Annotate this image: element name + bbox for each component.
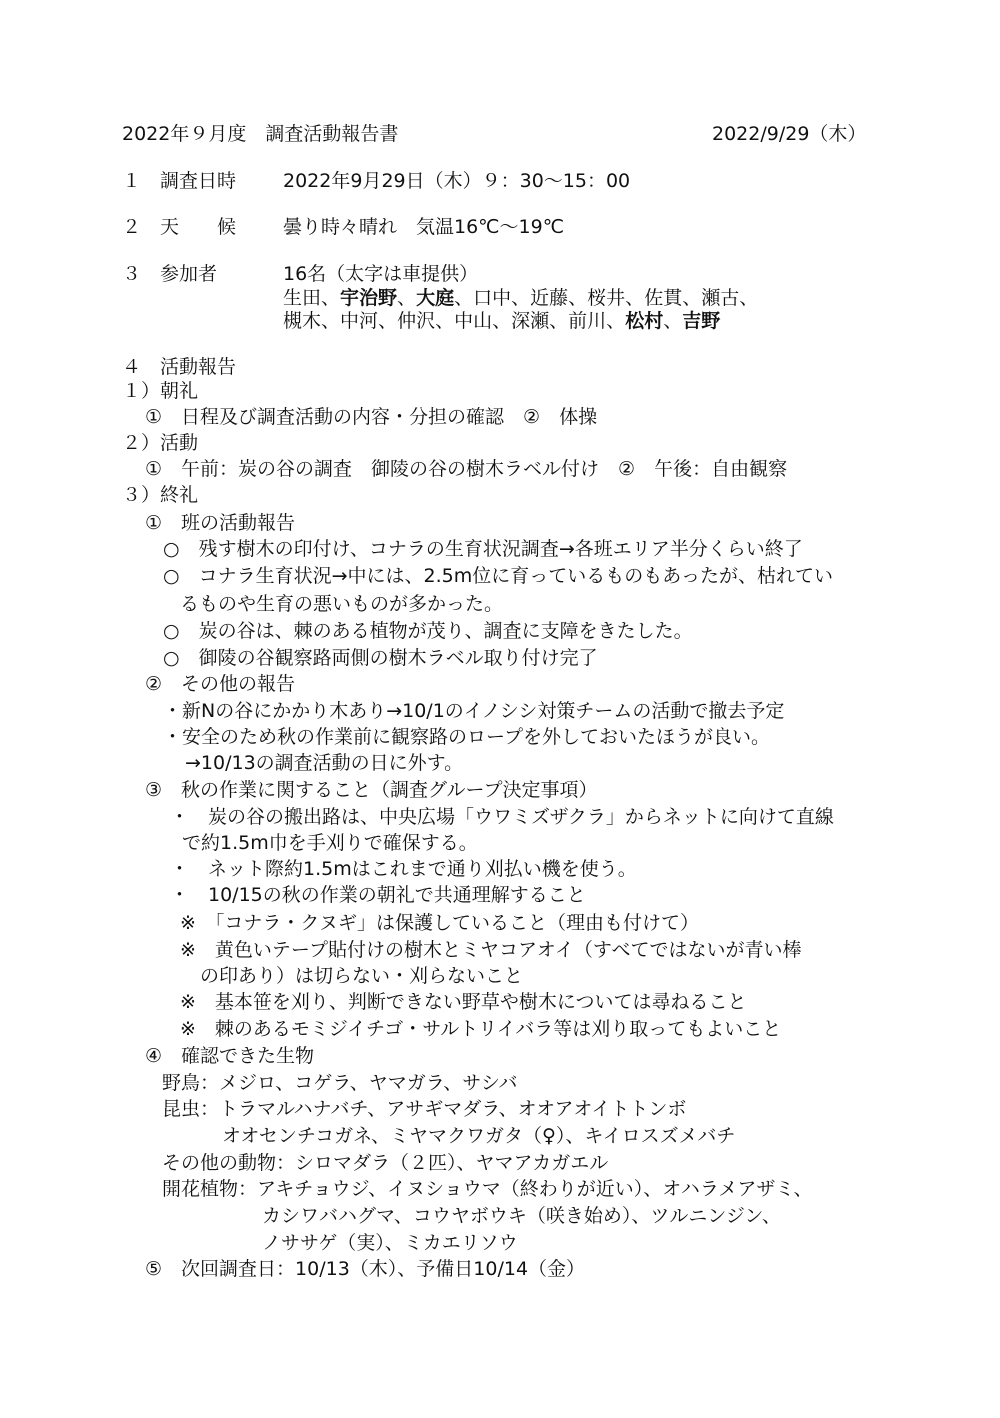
species-insects-continued: オオセンチコガネ、ミヤマクワガタ（♀）、キイロスズメバチ <box>222 1125 736 1147</box>
weather-label: ２ 天 候 <box>122 216 237 238</box>
morning-item: ① 日程及び調査活動の内容・分担の確認 ② 体操 <box>145 406 598 428</box>
section-closing: ３）終礼 <box>122 484 199 506</box>
participant: 瀬古 <box>701 287 740 309</box>
species-birds: 野鳥：メジロ、コゲラ、ヤマガラ、サシバ <box>162 1072 518 1094</box>
species-plants: 開花植物：アキチョウジ、イヌショウマ（終わりが近い）、オハラメアザミ、 <box>162 1178 813 1200</box>
list-item: ○ 残す樹木の印付け、コナラの生育状況調査→各班エリア半分くらい終了 <box>163 538 803 560</box>
participant-driver: 宇治野 <box>340 287 398 309</box>
participants-count: 16名（太字は車提供） <box>283 263 479 285</box>
participant-driver: 吉野 <box>682 310 721 332</box>
participant: 生田 <box>283 287 322 309</box>
participant: 深瀬 <box>511 310 550 332</box>
closing-sub-heading: ① 班の活動報告 <box>145 512 296 534</box>
list-item-continued: で約1.5m巾を手刈りで確保する。 <box>182 832 478 854</box>
survey-date-label: １ 調査日時 <box>122 170 237 192</box>
list-item: ・ 炭の谷の搬出路は、中央広場「ウワミズザクラ」からネットに向けて直線 <box>170 806 834 828</box>
participant: 前川 <box>568 310 607 332</box>
list-item: ・安全のため秋の作業前に観察路のロープを外しておいたほうが良い。 <box>163 726 771 748</box>
participant-driver: 大庭 <box>416 287 455 309</box>
report-title: 2022年９月度 調査活動報告書 <box>122 123 399 145</box>
note-item-continued: の印あり）は切らない・刈らないこと <box>200 965 524 987</box>
species-plants-continued: ノササゲ（実）、ミカエリソウ <box>262 1232 518 1254</box>
weather-value: 曇り時々晴れ 気温16℃〜19℃ <box>283 216 565 238</box>
activity-item: ① 午前：炭の谷の調査 御陵の谷の樹木ラベル付け ② 午後：自由観察 <box>145 458 788 480</box>
list-item: ○ 炭の谷は、棘のある植物が茂り、調査に支障をきたした。 <box>163 620 693 642</box>
closing-sub-heading: ③ 秋の作業に関すること（調査グループ決定事項） <box>145 779 598 801</box>
list-item: ○ コナラ生育状況→中には、2.5m位に育っているものもあったが、枯れてい <box>163 565 834 587</box>
closing-sub-heading: ④ 確認できた生物 <box>145 1045 315 1067</box>
list-item: ・ 10/15の秋の作業の朝礼で共通理解すること <box>170 884 586 906</box>
species-animals: その他の動物：シロマダラ（２匹）、ヤマアカガエル <box>162 1152 609 1174</box>
participant: 佐貫 <box>644 287 683 309</box>
participant: 仲沢 <box>397 310 436 332</box>
list-item: ○ 御陵の谷観察路両側の樹木ラベル取り付け完了 <box>163 647 598 669</box>
participants-line-1: 生田、宇治野、大庭、口中、近藤、桜井、佐貫、瀬古、 <box>283 287 759 309</box>
species-insects: 昆虫：トラマルハナバチ、アサギマダラ、オオアオイトトンボ <box>162 1098 687 1120</box>
participants-label: ３ 参加者 <box>122 263 218 285</box>
list-item-continued: るものや生育の悪いものが多かった。 <box>180 593 504 615</box>
closing-sub-heading: ② その他の報告 <box>145 673 296 695</box>
participant: 口中 <box>473 287 512 309</box>
species-plants-continued: カシワバハグマ、コウヤボウキ（咲き始め）、ツルニンジン、 <box>262 1205 781 1227</box>
participant: 中河 <box>340 310 379 332</box>
activity-report-heading: ４ 活動報告 <box>122 356 237 378</box>
section-morning: １）朝礼 <box>122 380 199 402</box>
participants-line-2: 槻木、中河、仲沢、中山、深瀬、前川、松村、吉野 <box>283 310 721 332</box>
section-activity: ２）活動 <box>122 432 199 454</box>
note-item: ※ 黄色いテープ貼付けの樹木とミヤコアオイ（すべてではないが青い棒 <box>180 939 802 961</box>
note-item: ※ 棘のあるモミジイチゴ・サルトリイバラ等は刈り取ってもよいこと <box>180 1018 782 1040</box>
next-survey-date: ⑤ 次回調査日：10/13（木）、予備日10/14（金） <box>145 1258 586 1280</box>
note-item: ※ 基本笹を刈り、判断できない野草や樹木については尋ねること <box>180 991 747 1013</box>
participant: 中山 <box>454 310 493 332</box>
participant-driver: 松村 <box>625 310 664 332</box>
note-item: ※ 「コナラ・クヌギ」は保護していること（理由も付けて） <box>180 912 700 934</box>
list-item: ・新Nの谷にかかり木あり→10/1のイノシシ対策チームの活動で撤去予定 <box>163 700 785 722</box>
list-item-continued: →10/13の調査活動の日に外す。 <box>185 752 464 774</box>
list-item: ・ ネット際約1.5mはこれまで通り刈払い機を使う。 <box>170 858 637 880</box>
survey-date-value: 2022年9月29日（木）９：30〜15：00 <box>283 170 631 192</box>
participant: 近藤 <box>530 287 569 309</box>
report-date: 2022/9/29（木） <box>712 123 867 145</box>
participant: 槻木 <box>283 310 322 332</box>
participant: 桜井 <box>587 287 626 309</box>
